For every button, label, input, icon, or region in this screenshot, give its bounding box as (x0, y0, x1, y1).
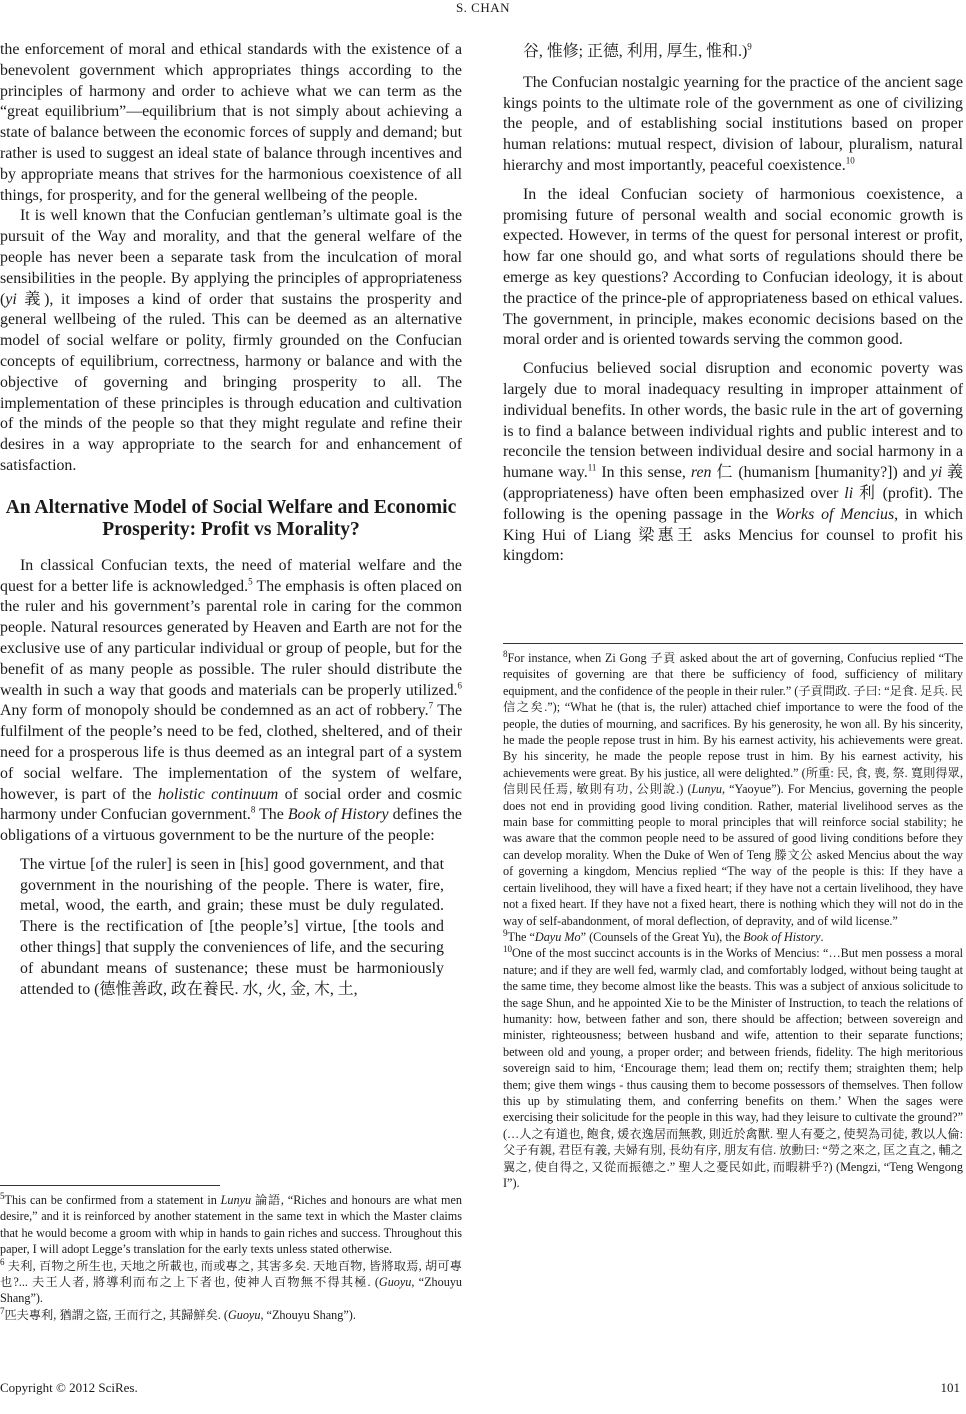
footnote-5: $^5$This can be confirmed from a statement in Lunyu 論語, “Riches and honours are what men desire,” and it is reinforced by another statement in the same text in which the Master claims that he would become a groom with whip in hands to gain riches and success. Throughout this paper, I will adopt Legge’s translation for the early texts unless stated otherwise. (0, 1190, 462, 1257)
paragraph-3: In classical Confucian texts, the need of material welfare and the quest for a better life is acknowledged.$^5$ The emphasis is often placed on the ruler and his government’s parental role in caring for the common people. Natural resources generated by Heaven and Earth are not for the exclusive use of any particular individual or group of people, but for the benefit of as many people as possible. The ruler should distribute the wealth in such a way that goods and materials can be properly utilized.$^6$ Any form of monopoly should be condemned as an act of robbery.$^7$ The fulfilment of the people’s need to be fed, clothed, sheltered, and of their need for a prosperous life is thus deemed as an integral part of a system of social welfare. The implementation of the system of welfare, however, is part of the holistic continuum of social order and cosmic harmony under Confucian government.$^8$ The Book of History defines the obligations of a virtuous government to be the nurture of the people: (0, 556, 462, 845)
footnote-9: $^9$The “Dayu Mo” (Counsels of the Great Yu), the Book of History. (503, 927, 824, 944)
footnote-7: $^7$匹夫專利, 猶謂之盜, 王而行之, 其歸鮮矣. (Guoyu, “Zhouyu Shang”). (0, 1305, 356, 1322)
paragraph-1: the enforcement of moral and ethical standards with the existence of a benevolent government which appropriates things according to the principles of harmony and order to achieve what we can term as the “great equilibrium”—equilibrium that is not simply about achieving a state of balance between the economic forces of supply and demand; but rather is used to suggest an ideal state of balance through incentives and by appropriate means that strives for the harmonious coexistence of all things, for prosperity, and for the general wellbeing of the people. (0, 41, 462, 204)
footnote-6: $^6$ 夫利, 百物之所生也, 天地之所載也, 而或專之, 其害多矣. 天地百物, 皆將取焉, 胡可專也?... 夫王人者, 將導利而布之上下者也, 使神人百物無不得其極. (Guoyu, “Zhouyu Shang”). (0, 1256, 463, 1306)
block-quote: The virtue [of the ruler] is seen in [his] good government, and that government in the nourishing of the people. There is water, fire, metal, wood, the earth, and grain; these must be duly regulated. There is the rectification of [the people’s] virtue, [the tools and other things] that supply the conveniences of life, and the securing of abundant means of sustenance; these must be harmoniously attended to (德惟善政, 政在養民. 水, 火, 金, 木, 土, (20, 855, 444, 998)
paragraph-2: It is well known that the Confucian gentleman’s ultimate goal is the pursuit of the Way and morality, and that the general welfare of the people has never been a separate task from the inculcation of moral sensibilities in the people. By applying the principles of appropriateness (yi 義), it imposes a kind of order that sustains the prosperity and general wellbeing of the ruled. This can be deemed as an alternative model of social welfare or polity, firmly grounded on the Confucian concepts of equilibrium, correctness, harmony or balance and with the objective of governing and bringing prosperity to all. The implementation of these principles is through education and cultivation of the minds of the people so that they might regulate and refine their desires in a way appropriate to the search for and enhancement of satisfaction. (0, 207, 462, 474)
section-heading: An Alternative Model of Social Welfare and Economic Prosperity: Profit vs Morality? (5, 496, 457, 540)
footnote-ref-7[interactable]: 7 (428, 701, 434, 712)
paragraph-6: Confucius believed social disruption and economic poverty was largely due to moral inadequacy resulting in improper attainment of individual benefits. In other words, the basic rule in the art of governing is to find a balance between individual rights and public interest and to reconcile the tension between individual desire and social harmony in a humane way.$^{11}$ In this sense, ren 仁 (humanism [humanity?]) and yi 義 (appropriateness) have often been emphasized over li 利 (profit). The following is the opening passage in the Works of Mencius, in which King Hui of Liang 梁惠王 asks Mencius for counsel to profit his kingdom: (503, 360, 963, 565)
footnote-divider-right (503, 643, 963, 644)
left-column (0, 40, 462, 1000)
footnote-ref-9[interactable]: 9 (747, 41, 752, 52)
copyright-notice: Copyright © 2012 SciRes. (0, 1380, 138, 1395)
running-header: S. CHAN (455, 0, 511, 15)
footnote-8: $^8$For instance, when Zi Gong 子貢 asked about the art of governing, Confucius replied “The requisites of governing are that there be sufficiency of food, sufficiency of military equipment, and the confidence of the people in their ruler.” (子貢問政. 子曰: “足食. 足兵. 民信之矣.”); “What he (that is, the ruler) attached chief importance to were the food of the people, the duties of mourning, and sacrifices. By his generosity, he won all. By his sincerity, he made the people repose trust in him. By his earnest activity, his achievements were great. By his sincerity, he made the people repose trust in him. By his earnest activity, his achievements were great. By his justice, all were delighted.” (所重: 民, 食, 喪, 祭. 寬則得眾, 信則民任焉, 敏則有功, 公則說.) (Lunyu, “Yaoyue”). For Mencius, governing the people does not end in providing good living condition. Rather, material livelihood serves as the main base for committing people to moral principles that will reinforce social stability; he was aware that the common people need to be assured of good living conditions before they can develop morality. When the Duke of Wen of Teng 滕文公 asked Mencius about the way of governing a kingdom, Mencius replied “The way of the people is this: If they have a certain livelihood, they will have a fixed heart; if they have not a certain livelihood, they have not a fixed heart. If they have not a fixed heart, there is nothing which they will not do in the way of self-abandonment, of moral deflection, of depravity, and of wild license.” (503, 648, 963, 928)
footnote-divider-left (0, 1185, 220, 1186)
footnote-ref-11[interactable]: 11 (587, 462, 597, 473)
footnote-ref-6[interactable]: 6 (457, 680, 462, 691)
right-column (503, 42, 963, 567)
paragraph-4: The Confucian nostalgic yearning for the practice of the ancient sage kings points to the ultimate role of the government as one of civilizing the people, and of establishing social institutions based on proper human relations: mutual respect, division of labour, pluralism, natural hierarchy and most importantly, peaceful coexistence.$^{10}$ (503, 73, 963, 174)
footnote-ref-5[interactable]: 5 (248, 576, 253, 587)
block-quote-continued: 谷, 惟修; 正德, 利用, 厚生, 惟和.)$^9$ (523, 41, 752, 60)
footnote-ref-8[interactable]: 8 (250, 805, 256, 815)
right-footnotes (503, 650, 963, 1191)
left-footnotes (0, 1192, 462, 1323)
term-yi: yi (5, 290, 17, 308)
page-number: 101 (940, 1380, 960, 1395)
paragraph-5: In the ideal Confucian society of harmonious coexistence, a promising future of personal wealth and social economic growth is expected. However, in terms of the quest for personal interest or profit, how far one should go, and what sorts of regulations should there be emerge as key questions? According to Confucian ideology, it is about the practice of the prince-ple of appropriateness based on ethical values. The government, in principle, makes economic decisions based on the moral order and is oriented towards serving the common good. (503, 185, 963, 349)
footnote-ref-10[interactable]: 10 (845, 155, 855, 166)
footnote-10: $^{10}$One of the most succinct accounts is in the Works of Mencius: “…But men possess a moral nature; and if they are well fed, warmly clad, and comfortably lodged, without being taught at the same time, they become almost like the beasts. This was a subject of anxious solicitude to the sage Shun, and he appointed Xie to be the Minister of Instruction, to teach the relations of humanity: how, between father and son, there should be affection; between sovereign and minister, righteousness; between husband and wife, attention to their separate functions; between old and young, a proper order; and between friends, fidelity. The high meritorious sovereign said to him, ‘Encourage them; lead them on; rectify them; straighten them; help them; give them wings - thus causing them to become possessors of themselves. Then follow this up by stimulating them, and conferring benefits on them.’ When the sages were exercising their solicitude for the people in this way, had they leisure to cultivate the ground?” (…人之有道也, 飽食, 煖衣逸居而無教, 則近於禽獸. 聖人有憂之, 使契為司徒, 教以人倫: 父子有親, 君臣有義, 夫婦有別, 長幼有序, 朋友有信. 放勳曰: “勞之來之, 匡之直之, 輔之翼之, 使自得之, 又從而振德之.” 聖人之憂民如此, 而暇耕乎?) (Mengzi, “Teng Wengong I”). (503, 944, 963, 1190)
